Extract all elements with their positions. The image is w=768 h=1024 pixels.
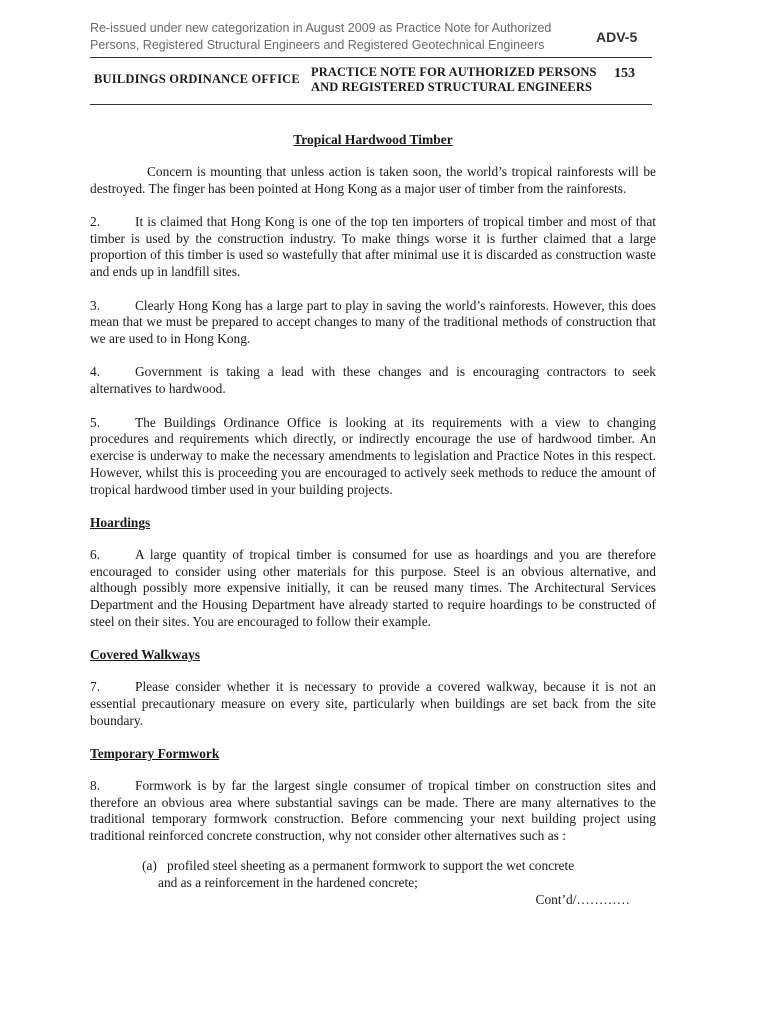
paragraph-number: 2.: [90, 213, 101, 229]
paragraph-text: Formwork is by far the largest single consumer of tropical timber on construction sites and therefore an obvious area where substantial savings can be made. There are many alternatives to the traditional temporary formwork construction. Before commencing your next building project using traditional reinforced concrete construction, why not consider other alternatives such as :: [90, 777, 656, 844]
paragraph-number: 8.: [90, 777, 101, 793]
paragraph-7: [90, 679, 656, 729]
paragraph-number: 3.: [90, 297, 101, 313]
paragraph-4: [90, 364, 656, 398]
list-item-label: (a): [142, 858, 157, 873]
paragraph-text: Government is taking a lead with these changes and is encouraging contractors to seek alternatives to hardwood.: [90, 364, 656, 397]
paragraph-8: [90, 778, 656, 845]
heading-covered-walkways: Covered Walkways: [90, 647, 200, 663]
paragraph-1: [90, 164, 656, 198]
paragraph-5: [90, 415, 656, 499]
heading-hoardings: Hoardings: [90, 515, 151, 531]
header-top-rule: [90, 57, 652, 58]
practice-note-line-1: PRACTICE NOTE FOR AUTHORIZED PERSONS: [311, 65, 597, 79]
paragraph-number: 6.: [90, 546, 101, 562]
paragraph-2: [90, 214, 656, 281]
paragraph-6: [90, 547, 656, 631]
heading-temporary-formwork: Temporary Formwork: [90, 746, 220, 762]
paragraph-text: Please consider whether it is necessary to provide a covered walkway, because it is not an essential precautionary measure on every site, particularly when buildings are set back from the site boundary.: [90, 679, 656, 728]
paragraph-text: Concern is mounting that unless action is taken soon, the world’s tropical rainforests will be destroyed. The finger has been pointed at Hong Kong as a major user of timber from the rainforests.: [90, 163, 656, 196]
paragraph-3: [90, 298, 656, 348]
document-body: [90, 125, 656, 908]
paragraph-number: 7.: [90, 679, 101, 695]
paragraph-text: The Buildings Ordinance Office is looking at its requirements with a view to changing procedures and requirements which directly, or indirectly encourage the use of hardwood timber. An exercise is underway to make the necessary amendments to legislation and Practice Notes in this respect. However, whilst this is proceeding you are encouraged to actively seek methods to reduce the amount of tropical hardwood timber used in your building projects.: [90, 414, 656, 497]
paragraph-number: 5.: [90, 414, 101, 430]
paragraph-text: It is claimed that Hong Kong is one of the top ten importers of tropical timber and most of that timber is used by the construction industry. To make things worse it is further claimed that a large proportion of this timber is used so wastefully that after minimal use it is discarded as construction waste and ends up in landfill sites.: [90, 213, 656, 280]
paragraph-text: A large quantity of tropical timber is consumed for use as hoardings and you are therefore encouraged to consider using other materials for this purpose. Steel is an obvious alternative, and although possibly more expensive initially, it can be reused many times. The Architectural Services Department and the Housing Department have already started to require hoardings to be constructed of steel on their sites. You are encouraged to follow their example.: [90, 546, 656, 630]
document-code: ADV-5: [596, 29, 638, 45]
reissue-note: Re-issued under new categorization in August 2009 as Practice Note for Authorized Persons, Registered Structural Engineers and Registered Geotechnical Engineers: [90, 21, 552, 52]
list-item-a: [142, 858, 656, 892]
list-item-text: profiled steel sheeting as a permanent formwork to support the wet concrete: [167, 858, 575, 873]
continued-marker: Cont’d/…………: [535, 891, 630, 907]
document-title: Tropical Hardwood Timber: [293, 132, 453, 147]
list-item-text-continued: and as a reinforcement in the hardened concrete;: [158, 874, 418, 890]
paragraph-text: Clearly Hong Kong has a large part to play in saving the world’s rainforests. However, this does mean that we must be prepared to accept changes to many of the traditional methods of construction that we are used to in Hong Kong.: [90, 297, 656, 347]
office-name: BUILDINGS ORDINANCE OFFICE: [94, 72, 300, 86]
practice-note-title: [311, 65, 611, 95]
practice-note-number: 153: [614, 66, 635, 81]
practice-note-line-2: AND REGISTERED STRUCTURAL ENGINEERS: [311, 80, 592, 94]
header-bottom-rule: [90, 104, 652, 105]
paragraph-number: 4.: [90, 364, 101, 380]
